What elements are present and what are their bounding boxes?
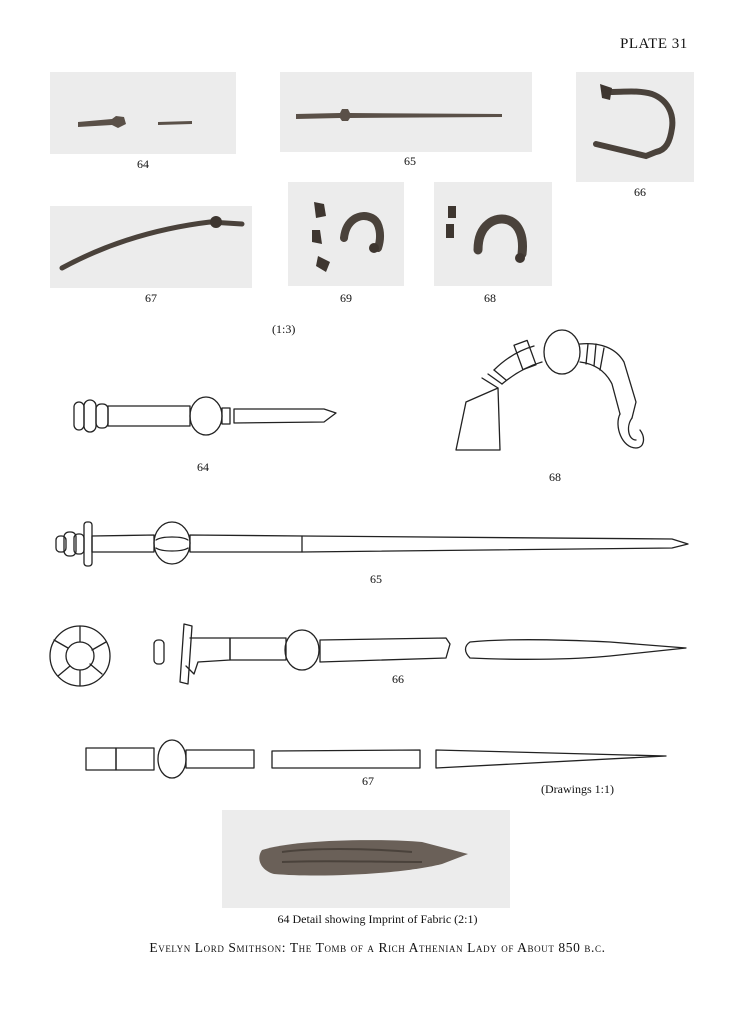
fibula-68-image [434,182,552,286]
pin-64-fragments-image [50,72,236,154]
photo-caption-66: 66 [634,185,646,199]
drawing-caption-65: 65 [370,572,382,586]
fabric-imprint-detail-image [222,810,510,908]
photo-64 [50,72,236,154]
photo-caption-64: 64 [137,157,149,171]
photo-65 [280,72,532,152]
pin-64-line-drawing [70,388,350,448]
drawing-65 [52,514,702,574]
photo-caption-65: 65 [404,154,416,168]
photo-caption-68: 68 [484,291,496,305]
photo-68 [434,182,552,286]
fibula-68-line-drawing [436,322,666,462]
pin-65-line-drawing [52,514,702,574]
drawing-caption-67: 67 [362,774,374,788]
drawing-caption-68: 68 [549,470,561,484]
drawing-66 [150,618,700,688]
drawing-scale-note: (Drawings 1:1) [541,782,614,796]
fibula-69-fragments-image [288,182,404,286]
photo-67 [50,206,252,288]
detail-caption: 64 Detail showing Imprint of Fabric (2:1) [277,912,478,926]
photo-scale-note: (1:3) [272,322,296,336]
photo-caption-67: 67 [145,291,157,305]
drawing-caption-64: 64 [197,460,209,474]
photo-69 [288,182,404,286]
photo-66 [576,72,694,182]
drawing-caption-66: 66 [392,672,404,686]
drawing-68 [436,322,666,462]
plate-footer-credit: Evelyn Lord Smithson: The Tomb of a Rich Athenian Lady of About 850 b.c. [149,940,606,955]
pin-66-bent-image [576,72,694,182]
plate-title: PLATE 31 [620,36,688,52]
drawing-64 [70,388,350,448]
pin-67-curved-image [50,206,252,288]
pin-66-head-cross-section-drawing [38,620,122,692]
pin-65-image [280,72,532,152]
drawing-66-head-section [38,620,122,692]
pin-66-line-drawing [150,618,700,688]
detail-photo-64 [222,810,510,908]
photo-caption-69: 69 [340,291,352,305]
